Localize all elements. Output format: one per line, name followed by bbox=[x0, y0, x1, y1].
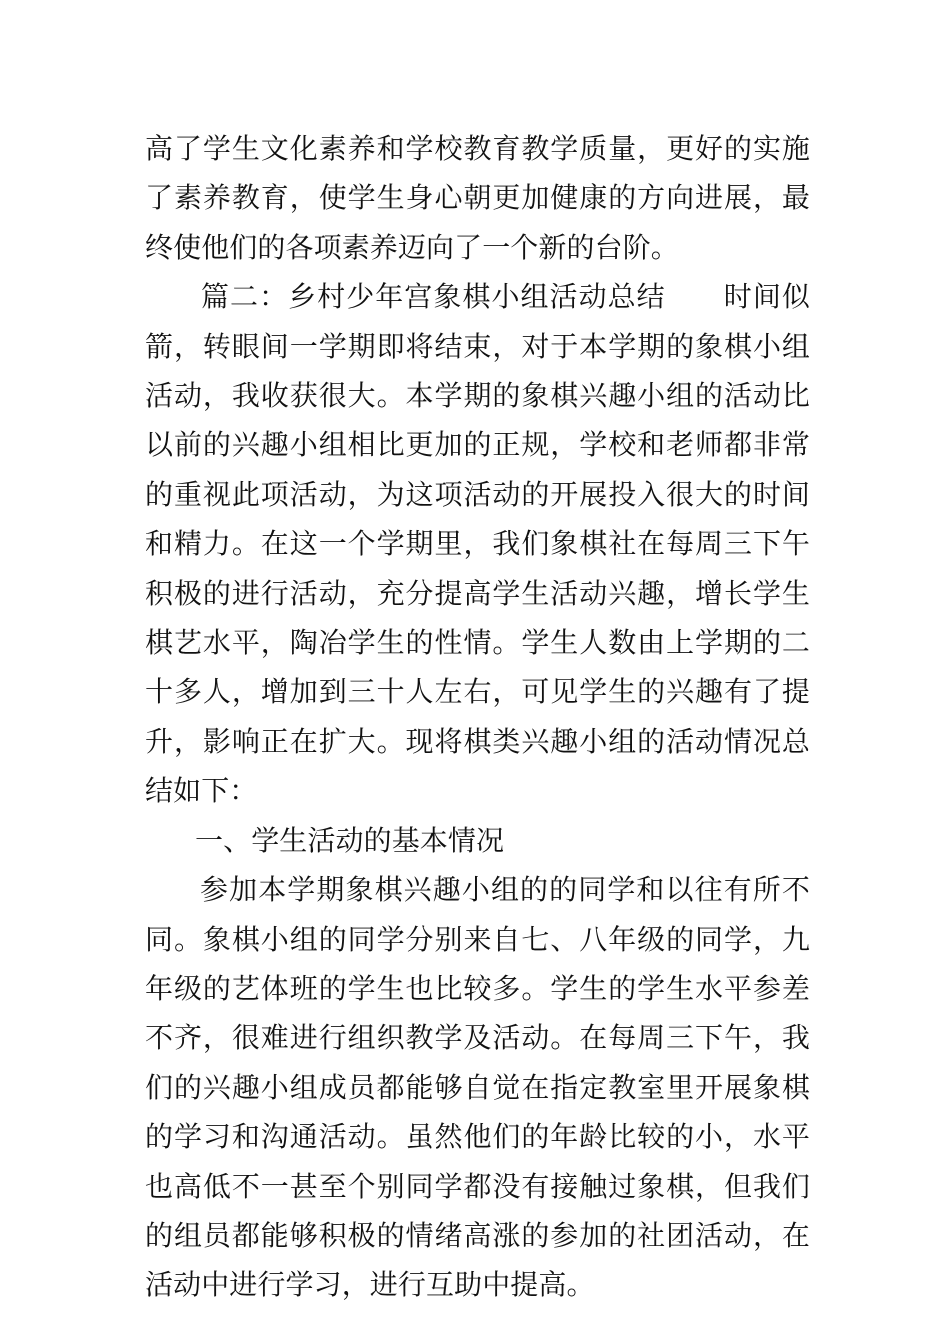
paragraph-continuation: 高了学生文化素养和学校教育教学质量，更好的实施了素养教育，使学生身心朝更加健康的方向进展，最终使他们的各项素养迈向了一个新的台阶。 bbox=[145, 132, 810, 264]
paragraph-participants: 参加本学期象棋兴趣小组的的同学和以往有所不同。象棋小组的同学分别来自七、八年级的同学，九年级的艺体班的学生也比较多。学生的学生水平参差不齐，很难进行组织教学及活动。在每周三下午，我们的兴趣小组成员都能够自觉在指定教室里开展象棋的学习和沟通活动。虽然他们的年龄比较的小，水平也高低不一甚至个别同学都没有接触过象棋，但我们的组员都能够积极的情绪高涨的参加的社团活动，在活动中进行学习，进行互助中提高。 bbox=[145, 873, 810, 1302]
paragraph-section-two-intro: 篇二：乡村少年宫象棋小组活动总结 时间似箭，转眼间一学期即将结束，对于本学期的象棋小组活动，我收获很大。本学期的象棋兴趣小组的活动比以前的兴趣小组相比更加的正规，学校和老师都非常的重视此项活动，为这项活动的开展投入很大的时间和精力。在这一个学期里，我们象棋社在每周三下午积极的进行活动，充分提高学生活动兴趣，增长学生棋艺水平，陶冶学生的性情。学生人数由上学期的二十多人，增加到三十人左右，可见学生的兴趣有了提升，影响正在扩大。现将棋类兴趣小组的活动情况总结如下： bbox=[145, 280, 810, 808]
document-body bbox=[145, 124, 810, 1310]
section-heading-basic-situation: 一、学生活动的基本情况 bbox=[195, 823, 505, 857]
